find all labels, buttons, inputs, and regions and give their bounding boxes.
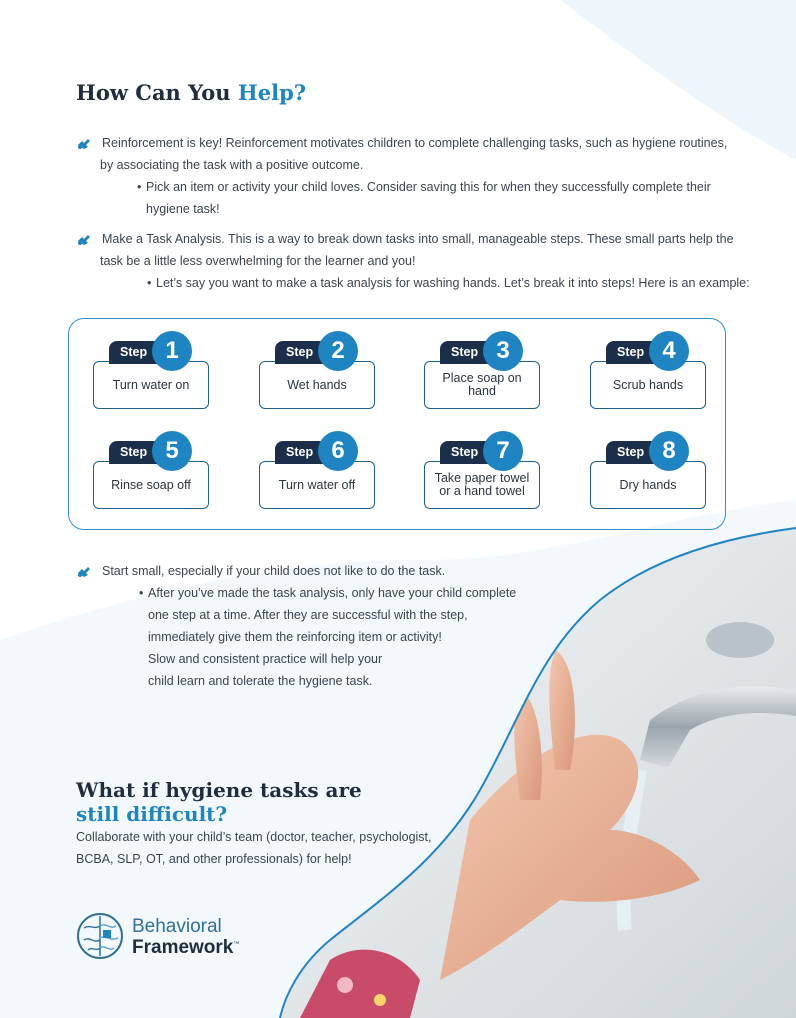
step-text: Wet hands bbox=[259, 361, 375, 409]
step-number: 3 bbox=[483, 331, 523, 371]
bullet-reinforcement: Reinforcement is key! Reinforcement motivates children to complete challenging tasks, such as hygiene routines, by associating the task with a positive outcome. bbox=[102, 132, 742, 176]
puzzle-icon bbox=[76, 231, 92, 247]
step-4 bbox=[590, 331, 708, 411]
step-number: 7 bbox=[483, 431, 523, 471]
puzzle-icon bbox=[76, 563, 92, 579]
sub-bullet-pick-item: • Pick an item or activity your child loves. Consider saving this for when they successfully complete their hygiene task! bbox=[137, 180, 711, 216]
sub-bullet-one-step: • After you’ve made the task analysis, only have your child complete one step at a time. After they are successful with the step, immediately give them the reinforcing item or activity! Slow and consistent practice will help your child learn and tolerate the hygiene task. bbox=[139, 586, 517, 688]
step-text: Dry hands bbox=[590, 461, 706, 509]
task-analysis-steps bbox=[68, 318, 726, 530]
behavioral-framework-logo bbox=[74, 910, 274, 970]
step-1 bbox=[93, 331, 211, 411]
step-7 bbox=[424, 431, 542, 511]
step-8 bbox=[590, 431, 708, 511]
step-number: 4 bbox=[649, 331, 689, 371]
step-text: Scrub hands bbox=[590, 361, 706, 409]
step-tab: Step bbox=[109, 441, 171, 464]
step-text: Take paper towel or a hand towel bbox=[424, 461, 540, 509]
step-tab: Step bbox=[606, 341, 668, 364]
step-text: Turn water off bbox=[259, 461, 375, 509]
collaborate-text: Collaborate with your child’s team (doctor, teacher, psychologist, BCBA, SLP, OT, and other professionals) for help! bbox=[76, 830, 432, 866]
title-accent: Help? bbox=[237, 80, 307, 105]
logo-word-1: Behavioral bbox=[132, 916, 222, 937]
step-2 bbox=[259, 331, 377, 411]
bullet-task-analysis: Make a Task Analysis. This is a way to break down tasks into small, manageable steps. These small parts help the task be a little less overwhelming for the learner and you! bbox=[102, 228, 742, 272]
step-tab: Step bbox=[109, 341, 171, 364]
step-text: Place soap on hand bbox=[424, 361, 540, 409]
logo-word-2: Framework™ bbox=[132, 937, 240, 958]
step-number: 2 bbox=[318, 331, 358, 371]
sub-bullet-example: • Let’s say you want to make a task analysis for washing hands. Let’s break it into steps! Here is an example: bbox=[147, 276, 750, 290]
step-6 bbox=[259, 431, 377, 511]
step-5 bbox=[93, 431, 211, 511]
step-tab: Step bbox=[275, 341, 337, 364]
puzzle-icon bbox=[76, 135, 92, 151]
section-question: What if hygiene tasks are still difficult? bbox=[76, 778, 362, 826]
step-text: Rinse soap off bbox=[93, 461, 209, 509]
bullet-start-small: Start small, especially if your child does not like to do the task. bbox=[102, 560, 662, 582]
page-title: How Can You Help? bbox=[76, 80, 307, 105]
step-tab: Step bbox=[440, 341, 502, 364]
step-tab: Step bbox=[440, 441, 502, 464]
step-number: 8 bbox=[649, 431, 689, 471]
step-number: 5 bbox=[152, 431, 192, 471]
step-tab: Step bbox=[275, 441, 337, 464]
brain-puzzle-icon bbox=[74, 910, 126, 962]
step-3 bbox=[424, 331, 542, 411]
step-number: 6 bbox=[318, 431, 358, 471]
step-tab: Step bbox=[606, 441, 668, 464]
step-text: Turn water on bbox=[93, 361, 209, 409]
step-number: 1 bbox=[152, 331, 192, 371]
